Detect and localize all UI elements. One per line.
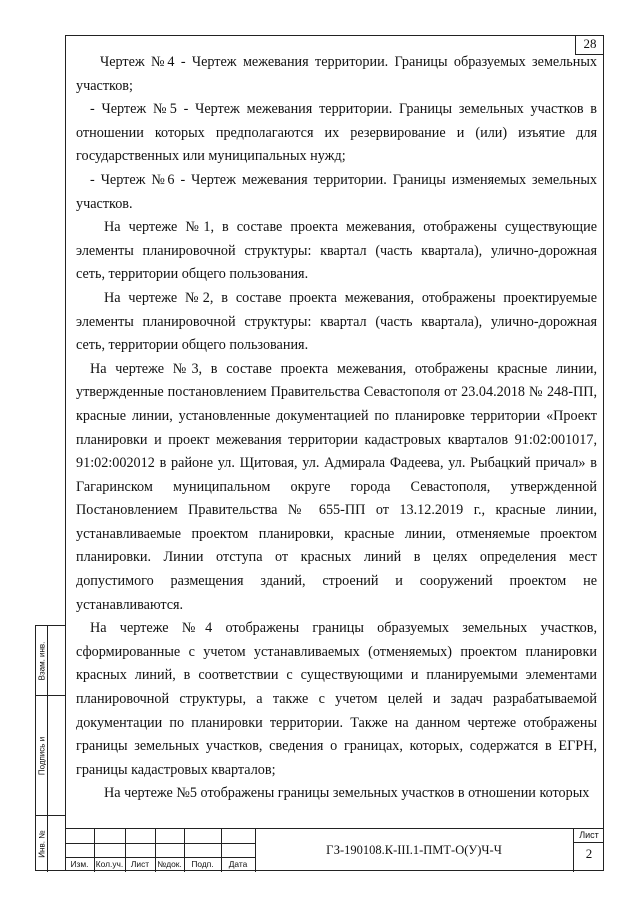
title-block (65, 828, 604, 871)
paragraph: На чертеже №2, в составе проекта межевания, отображены проектируемые элементы планировочной структуры: квартал (часть квартала), улично-дорожная сеть, территории общего пользования. (76, 289, 597, 354)
side-cell-vzam-inv (36, 626, 65, 696)
sheet-number: 2 (585, 846, 593, 861)
document-code: ГЗ-190108.К-III.1-ПМТ-О(У)Ч-Ч (326, 843, 502, 857)
paragraph: Чертеж №4 - Чертеж межевания территории. Границы образуемых земельных участков; (76, 54, 597, 94)
header-n-dok: №док. (157, 859, 182, 869)
sheet-label: Лист (579, 830, 599, 840)
paragraph: На чертеже №3, в составе проекта межевания, отображены красные линии, утвержденные постановлением Правительства Севастополя от 23.04.2018 № 248-ПП, красные линии, установленные документацией по планировке территории «Проект планировки и проект межевания территории кадастровых кварталов 91:02:001017, 91:02:002012 в районе ул. Щитовая, ул. Адмирала Фадеева, ул. Рыбацкий причал» в Гагаринском муниципальном округе города Севастополя, утвержденной Постановлением Правительства № 655-ПП от 13.12.2019 г., красные линии, устанавливаемые проектом планировки, красные линии, отменяемые проектом планировки. Линии отступа от красных линий в целях определения мест допустимого размещения зданий, строений и сооружений проектом не устанавливаются. (76, 360, 597, 613)
side-label-vzam-inv: Взам. инв. (37, 641, 46, 680)
paragraph: На чертеже №1, в составе проекта межевания, отображены существующие элементы планировочной структуры: квартал (часть квартала), улично-дорожная сеть, территории общего пользования. (76, 219, 597, 283)
side-label-podpis: Подпись и (37, 736, 46, 775)
side-cell-podpis (36, 696, 65, 816)
side-label-inv-no: Инв. № (37, 830, 46, 858)
side-stamp (35, 625, 65, 871)
document-body (76, 51, 597, 806)
paragraph: На чертеже №4 отображены границы образуемых земельных участков, сформированные с учетом устанавливаемых (отменяемых) проектом планировки красных линий, в соответствии с существующими и планируемыми элементами планировочной структуры, а также с учетом целей и задач разрабатываемой документации по планировки территории. Также на данном чертеже отображены границы земельных участков, сведения о границах, которых, содержатся в ЕГРН, границы кадастровых кварталов; (76, 620, 597, 778)
header-kol-uch: Кол.уч. (95, 859, 124, 869)
paragraph: На чертеже №5 отображены границы земельных участков в отношении которых (104, 785, 590, 802)
side-cell-inv-no (36, 816, 65, 872)
paragraph: - Чертеж №5 - Чертеж межевания территории. Границы земельных участков в отношении которых предполагаются их резервирование и (или) изъятие для государственных или муниципальных нужд; (76, 101, 597, 165)
header-izm: Изм. (70, 859, 89, 869)
sheet-separator (574, 842, 604, 843)
header-podp: Подп. (191, 859, 214, 869)
header-list: Лист (130, 859, 150, 869)
paragraph: - Чертеж №6 - Чертеж межевания территории. Границы изменяемых земельных участков. (76, 171, 597, 212)
header-data: Дата (228, 859, 248, 869)
page-number: 28 (575, 35, 604, 55)
